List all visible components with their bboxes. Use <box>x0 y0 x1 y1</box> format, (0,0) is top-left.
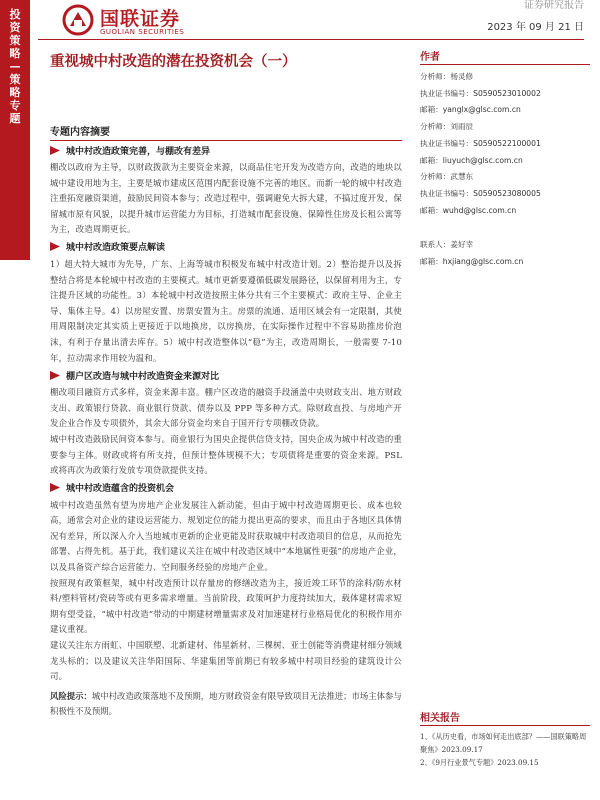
side-band-char: 资 <box>9 21 21 34</box>
analyst-email-label: 邮箱： <box>420 105 443 115</box>
analyst-cert-label: 执业证书编号： <box>420 138 474 148</box>
section-arrow-icon <box>50 371 60 380</box>
section-paragraph: 城中村改造鼓励民间资本参与。商业银行为国央企提供信贷支持，国央企成为城中村改造的重要参与主体。财政或将有所支持，但预计整体规模不大；专项债将是重要的资金来源。PSL 或将再次为政策行发放专项贷款提供支持。 <box>50 433 402 476</box>
section-arrow-icon <box>50 483 60 492</box>
analyst-cert: S0590522100001 <box>473 138 541 148</box>
risk-warning <box>50 689 402 720</box>
section-heading-text: 城中村改造政策完善，与棚改有差异 <box>66 146 211 157</box>
side-band-char: 略 <box>9 47 21 60</box>
analyst-email-row <box>420 153 590 170</box>
analyst-cert-label: 执业证书编号： <box>420 88 474 98</box>
related-reports <box>420 709 590 769</box>
report-title: 重视城中村改造的潜在投资机会（一） <box>50 54 297 70</box>
side-band-char: 策 <box>9 34 21 47</box>
analyst-name-label: 分析师： <box>420 72 451 81</box>
analyst-name-label: 分析师： <box>420 122 451 132</box>
contact-email-row <box>420 254 590 271</box>
section-paragraph: 建议关注东方雨虹、中国联塑、北新建材、伟星新材、三棵树、亚士创能等消费建材细分领域龙头标的；以及建议关注华阳国际、华建集团等前期已有较多城中村项目经验的建筑设计公司。 <box>50 640 402 682</box>
related-reports-title: 相关报告 <box>420 709 590 726</box>
risk-text: 城中村改造政策落地不及预期，地方财政资金有限导致项目无法推进；市场主体参与积极性不及预期。 <box>50 690 402 717</box>
contact-name-label: 联系人： <box>420 240 451 250</box>
analyst-email-label: 邮箱： <box>420 155 443 165</box>
side-band <box>0 0 30 260</box>
analyst-name: 刘雨辰 <box>450 122 474 132</box>
section-paragraph: 按照现有政策框架，城中村改造预计以存量房的修缮改造为主，接近竣工环节的涂料/防水材料/塑料管材/瓷砖等或有更多需求增量。当前阶段，政策呵护力度持续加大，载体建材需求短期有望受益，“城中村改造”带动的中期建材增量需求及对加速建材行业格局优化的积极作用亦建议重视。 <box>50 577 402 635</box>
analyst-cert: S0590523080005 <box>473 188 541 198</box>
analyst-email-link[interactable]: wuhd@glsc.com.cn <box>442 205 517 215</box>
analyst-cert-row <box>420 86 590 103</box>
report-type: 证券研究报告 <box>524 0 584 11</box>
section-heading <box>50 143 402 157</box>
analyst-block <box>420 119 590 169</box>
report-date: 2023 年 09 月 21 日 <box>487 22 584 33</box>
analyst-email-link[interactable]: yanglx@glsc.com.cn <box>442 105 521 115</box>
side-band-char: 专 <box>9 99 21 112</box>
contact-name: 姜好幸 <box>450 240 474 250</box>
section-heading <box>50 481 402 495</box>
analyst-name-row <box>420 69 590 86</box>
side-band-char: 策 <box>9 73 21 86</box>
logo-mark-icon <box>62 4 94 36</box>
logo-text-cn: 国联证券 <box>100 8 181 30</box>
related-report-link[interactable]: 2、《9月行业景气专题》2023.09.15 <box>420 758 539 767</box>
analyst-name-label: 分析师： <box>420 172 451 182</box>
analyst-name: 杨灵修 <box>450 72 474 81</box>
section-paragraph: 棚改以政府为主导，以财政拨款为主要资金来源，以商品住宅开发为改造方向，改造的地块以城中建设用地为主，主要是城市建成区范围内配套设施不完善的地区。而新一轮的城中村改造注重拓宽融资渠道，鼓励民间资本参与；改造过程中，强调避免大拆大建，不搞过度开发，保留城市原有风貌，以提升城市运营能力为目标，打造城市配套设施、保障性住房及长租公寓等为主，改造周期更长。 <box>50 162 402 235</box>
analyst-name: 武慧东 <box>450 172 474 182</box>
side-band-char: — <box>9 60 21 73</box>
section-heading-text: 棚户区改造与城中村改造资金来源对比 <box>66 371 220 382</box>
risk-label: 风险提示： <box>50 690 92 701</box>
section-arrow-icon <box>50 146 60 155</box>
section-arrow-icon <box>50 242 60 251</box>
section-paragraph: 1）超大特大城市为先导，广东、上海等城市积极发布城中村改造计划。2）整治提升以及拆整结合将是本轮城中村改造的主要模式。城市更新要遵循低碳发展路径，以保留利用为主，专注提升区域的功能性。3）本轮城中村改造按照主体分共有三个主要模式：政府主导、企业主导、集体主导。4）以房屋安置、房票安置为主。房票的流通、适用区域会有一定限制，其使用周限制决定其实质上更接近于以地换房，以房换房，在实际操作过程中不容易助推房价泡沫，有利于存量出清去库存。5）城中村改造整体以“稳”为主，改造周期长，一般需要 7-10 年，拉动需求作用较为温和。 <box>50 258 402 363</box>
analyst-cert-row <box>420 136 590 153</box>
side-band-char: 投 <box>9 8 21 21</box>
section-heading <box>50 240 402 254</box>
analyst-name-row <box>420 119 590 136</box>
side-band-text <box>0 8 30 125</box>
section-heading-text: 城中村改造政策要点解读 <box>66 243 166 254</box>
analyst-cert-label: 执业证书编号： <box>420 188 474 198</box>
spacer <box>420 219 590 237</box>
contact-email-link[interactable]: hxjiang@glsc.com.cn <box>442 257 524 267</box>
side-band-char: 题 <box>9 112 21 125</box>
section-paragraph: 棚改项目融资方式多样，资金来源丰富。棚户区改造的融资手段涵盖中央财政支出、地方财政支出、政策银行贷款、商业银行贷款、债券以及 PPP 等多种方式。除财政直投、与房地产开发企业合作及专项债外，其余大部分资金均来自于国开行专项棚改贷款。 <box>50 387 402 429</box>
section-heading-text: 城中村改造蕴含的投资机会 <box>66 484 175 495</box>
section-heading <box>50 368 402 382</box>
company-logo <box>62 4 212 40</box>
authors-title: 作者 <box>420 48 590 65</box>
authors-panel <box>420 48 590 271</box>
summary-column <box>50 123 402 720</box>
contact-block <box>420 237 590 270</box>
analyst-cert: S0590523010002 <box>473 88 541 98</box>
analyst-cert-row <box>420 186 590 203</box>
analyst-email-row <box>420 102 590 119</box>
logo-text-en: GUOLIAN SECURITIES <box>100 28 185 36</box>
contact-email-label: 邮箱： <box>420 257 443 267</box>
analyst-name-row <box>420 169 590 186</box>
header-divider <box>38 39 584 40</box>
analyst-block <box>420 169 590 219</box>
related-report-link[interactable]: 1、《从历史看，市场如何走出底部？——国联策略周聚焦》2023.09.17 <box>420 732 587 754</box>
analyst-email-row <box>420 203 590 220</box>
side-band-char: 略 <box>9 86 21 99</box>
summary-title: 专题内容摘要 <box>50 123 402 141</box>
analyst-email-label: 邮箱： <box>420 205 443 215</box>
analyst-email-link[interactable]: liuyuch@glsc.com.cn <box>442 155 523 165</box>
contact-name-row <box>420 237 590 254</box>
section-paragraph: 城中村改造虽然有望为房地产企业发展注入新动能，但由于城中村改造周期更长、成本也较高，通常会对企业的建设运营能力、规划定位的能力提出更高的要求，而且由于各地区具体情况有差异，所以深入介入当地城市更新的企业更能及时获取城中村改造项目的信息，从而抢先部署、占得先机。基于此，我们建议关注在城中村改造区域中“本地属性更强”的房地产企业，以及具备资产综合运营能力、空间服务经验的房地产企业。 <box>50 499 402 573</box>
analyst-block <box>420 69 590 119</box>
